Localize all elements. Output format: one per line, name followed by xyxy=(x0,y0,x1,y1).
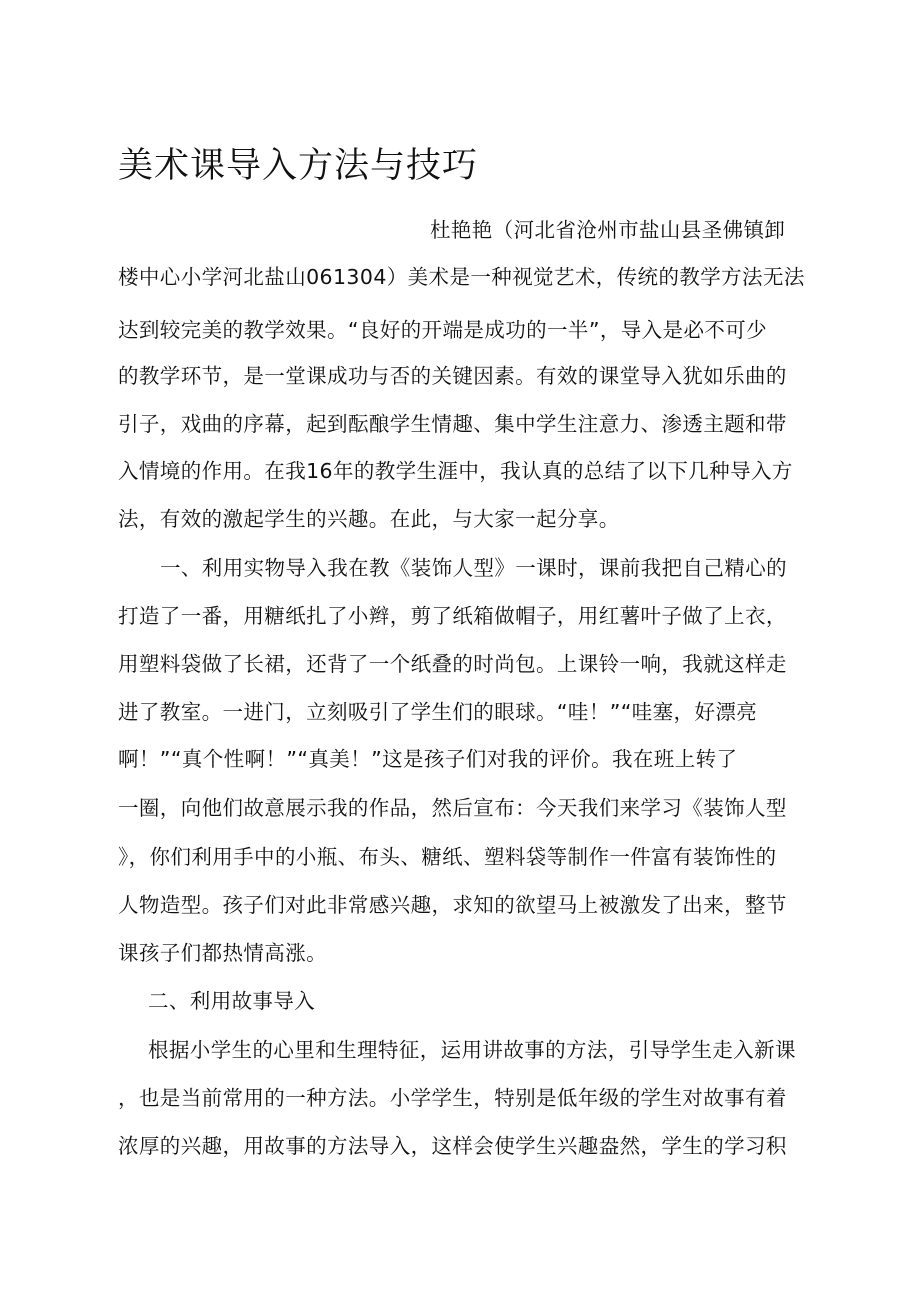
text-line: 用塑料袋做了长裙，还背了一个纸叠的时尚包。上课铃一响，我就这样走 xyxy=(118,652,787,676)
text-line: 啊！”“真个性啊！”“真美！”这是孩子们对我的评价。我在班上转了 xyxy=(118,747,738,771)
text-line: 打造了一番，用糖纸扎了小辫，剪了纸箱做帽子，用红薯叶子做了上衣， xyxy=(118,604,787,628)
text-line: 楼中心小学河北盐山061304）美术是一种视觉艺术，传统的教学方法无法 xyxy=(118,265,805,289)
text-line: 达到较完美的教学效果。“良好的开端是成功的一半”，导入是必不可少 xyxy=(118,318,768,342)
text-line: 进了教室。一进门，立刻吸引了学生们的眼球。“哇！”“哇塞，好漂亮 xyxy=(118,700,758,724)
text-line: 课孩子们都热情高涨。 xyxy=(118,941,327,965)
text-line: ，也是当前常用的一种方法。小学学生，特别是低年级的学生对故事有着 xyxy=(118,1086,787,1110)
text-line: 入情境的作用。在我16年的教学生涯中，我认真的总结了以下几种导入方 xyxy=(118,459,793,483)
text-line: 》，你们利用手中的小瓶、布头、糖纸、塑料袋等制作一件富有装饰性的 xyxy=(118,845,777,869)
text-line: 一圈，向他们故意展示我的作品，然后宣布：今天我们来学习《装饰人型 xyxy=(118,796,787,820)
text-line-author: 杜艳艳（河北省沧州市盐山县圣佛镇卸 xyxy=(430,218,786,242)
text-line-section-heading: 二、利用故事导入 xyxy=(148,989,316,1013)
text-line: 根据小学生的心里和生理特征，运用讲故事的方法，引导学生走入新课 xyxy=(148,1038,796,1062)
text-line: 浓厚的兴趣，用故事的方法导入，这样会使学生兴趣盎然，学生的学习积 xyxy=(118,1134,787,1158)
text-line: 人物造型。孩子们对此非常感兴趣，求知的欲望马上被激发了出来，整节 xyxy=(118,893,787,917)
text-line: 引子，戏曲的序幕，起到酝酿学生情趣、集中学生注意力、渗透主题和带 xyxy=(118,412,787,436)
text-line-section-heading: 一、利用实物导入我在教《装饰人型》一课时，课前我把自己精心的 xyxy=(160,556,787,580)
text-line: 的教学环节，是一堂课成功与否的关键因素。有效的课堂导入犹如乐曲的 xyxy=(118,364,787,388)
document-title: 美术课导入方法与技巧 xyxy=(118,146,479,186)
text-line: 法，有效的激起学生的兴趣。在此，与大家一起分享。 xyxy=(118,507,620,531)
